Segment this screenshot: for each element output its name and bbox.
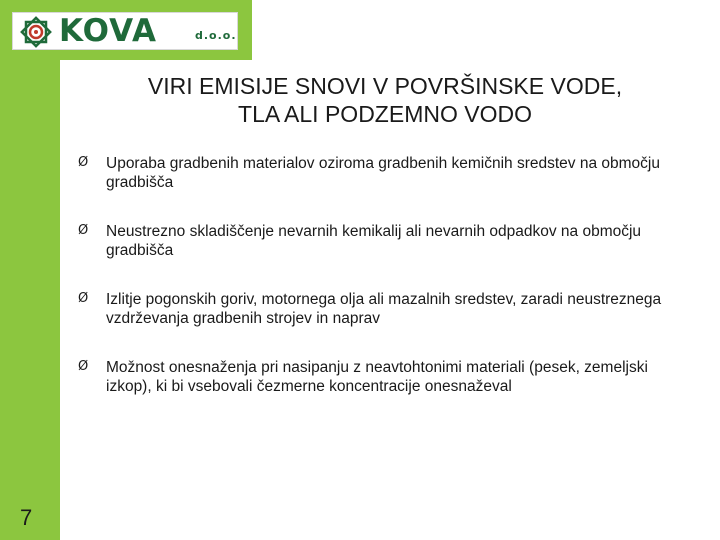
- bullet-arrow-icon: Ø: [78, 155, 89, 170]
- slide-title-line-2: TLA ALI PODZEMNO VODO: [238, 101, 532, 127]
- bullet-text: Neustrezno skladiščenje nevarnih kemikalij ali nevarnih odpadkov na območju gradbišča: [106, 223, 642, 259]
- logo-suffix: d.o.o.: [195, 29, 237, 42]
- bullet-text: Uporaba gradbenih materialov oziroma gradbenih kemičnih sredstev na območju gradbišča: [106, 155, 660, 191]
- slide-title: [70, 72, 700, 128]
- page-number: 7: [20, 505, 33, 530]
- bullet-text: Izlitje pogonskih goriv, motornega olja ali mazalnih sredstev, zaradi neustreznega vzdrževanja gradbenih strojev in naprav: [106, 291, 662, 327]
- list-item: [78, 222, 698, 290]
- list-item: [78, 358, 698, 426]
- bullet-list: [78, 154, 698, 426]
- bullet-arrow-icon: Ø: [78, 359, 89, 374]
- logo-wordmark: KOVA: [59, 13, 158, 49]
- bullet-arrow-icon: Ø: [78, 291, 89, 306]
- left-accent-band: [0, 0, 60, 540]
- list-item: [78, 290, 698, 358]
- bullet-arrow-icon: Ø: [78, 223, 89, 238]
- list-item: [78, 154, 698, 222]
- company-logo: [12, 12, 238, 50]
- slide-title-line-1: VIRI EMISIJE SNOVI V POVRŠINSKE VODE,: [147, 73, 623, 99]
- bullet-text: Možnost onesnaženja pri nasipanju z neavtohtonimi materiali (pesek, zemeljski izkop), ki bi vsebovali čezmerne koncentracije onesnaževal: [106, 359, 648, 395]
- logo-emblem-icon: [19, 15, 53, 49]
